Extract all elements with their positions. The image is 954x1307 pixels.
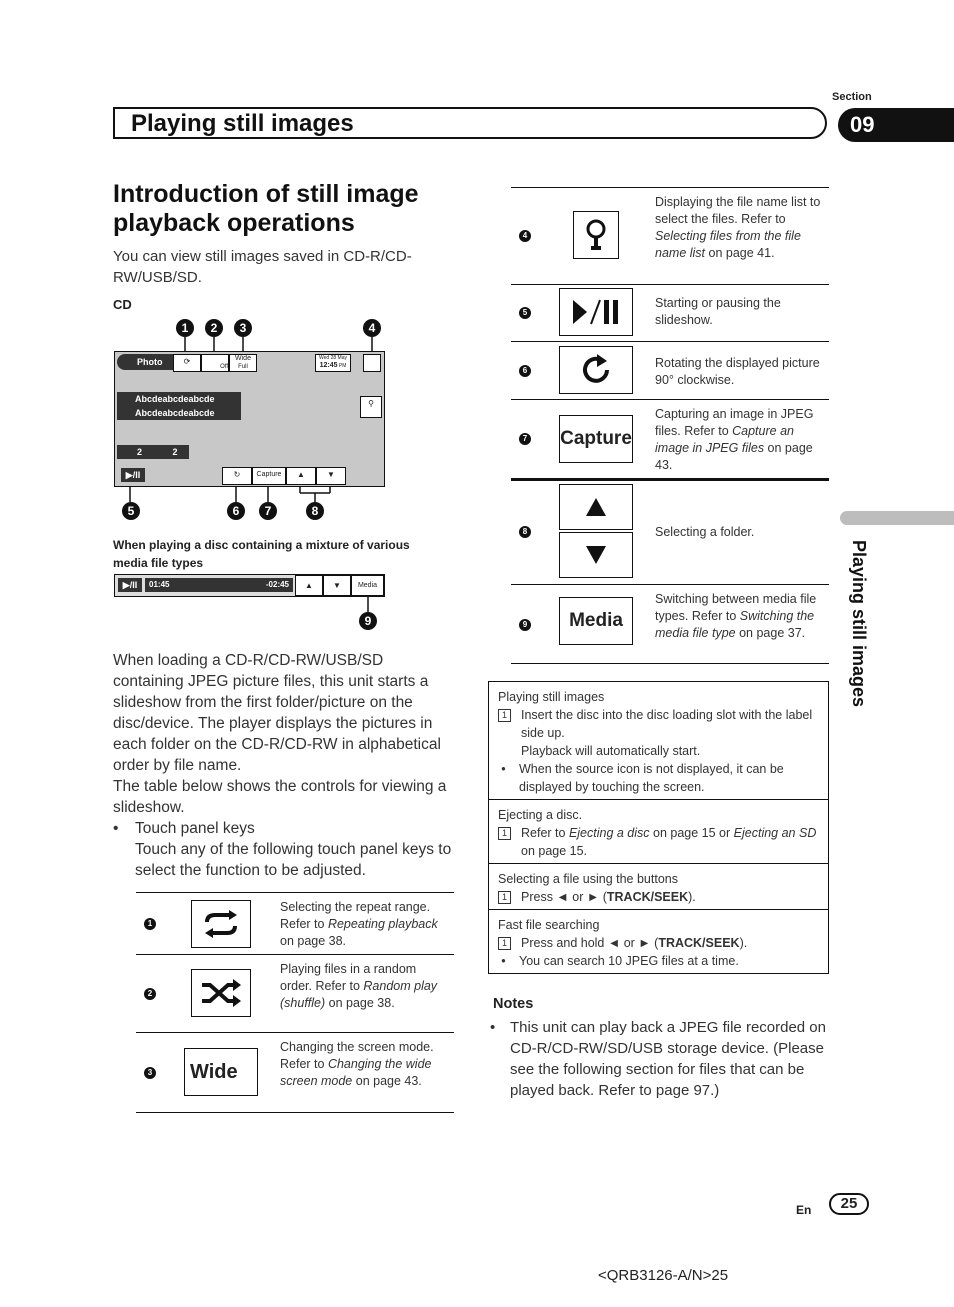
step-marker: 1	[498, 827, 511, 840]
page-header-title: Playing still images	[131, 110, 354, 137]
repeat-icon	[191, 900, 251, 948]
row-description	[655, 194, 825, 262]
step-prefix: Press and hold ◄ or ► (	[521, 936, 659, 950]
body-paragraph-1: When loading a CD-R/CD-RW/USB/SD containing JPEG picture files, this unit starts a slideshow from the first folder/picture on the disc/device. The player displays the pictures in each folder on the CD-R/CD-RW in alphabetical order by file name.	[113, 652, 441, 774]
folder-count: 2	[137, 447, 143, 457]
folder-down-icon	[559, 532, 633, 578]
callout-5: 5	[122, 502, 140, 520]
file-list-panel	[117, 392, 241, 420]
box-ejecting-disc	[488, 799, 829, 864]
row-number: 6	[519, 365, 531, 377]
box-title: Selecting a file using the buttons	[498, 872, 678, 886]
side-tab-label: Playing still images	[849, 540, 869, 708]
row-description	[280, 899, 450, 950]
ref-link: Ejecting an SD	[733, 826, 817, 840]
callout-8: 8	[306, 502, 324, 520]
ref-link: Selecting files from the file name list	[655, 229, 801, 260]
notes-title: Notes	[493, 996, 534, 1012]
step-marker: 1	[498, 891, 511, 904]
cd-label: CD	[113, 297, 132, 312]
box-title: Playing still images	[498, 690, 605, 704]
table-row	[511, 188, 829, 285]
callout-9: 9	[359, 612, 377, 630]
table-row	[511, 585, 829, 664]
ref-suffix: on page 41.	[705, 246, 775, 260]
bullet-text: Touch any of the following touch panel keys to select the function to be adjusted.	[135, 841, 452, 879]
body-paragraph-2: The table below shows the controls for viewing a slideshow.	[113, 778, 447, 816]
ref-prefix: Refer to	[280, 917, 328, 931]
row-number: 5	[519, 307, 531, 319]
table-row	[511, 285, 829, 342]
ref-suffix: on page 38.	[325, 996, 395, 1010]
row-description	[655, 406, 825, 474]
wide-button[interactable]	[229, 354, 257, 372]
folder-up-icon	[559, 484, 633, 530]
step-marker: 1	[498, 709, 511, 722]
box-fast-file-searching: Fast file searching 1 Press and hold ◄ or ► (TRACK/SEEK). • You can search 10 JPEG files at a time.	[488, 909, 829, 974]
up-button-2[interactable]: ▲	[295, 575, 323, 596]
desc-text: Selecting the repeat range.	[280, 900, 431, 914]
shuffle-off-button[interactable]: Off	[201, 354, 229, 372]
desc-text: Changing the screen mode.	[280, 1040, 434, 1054]
button-name: TRACK/SEEK	[606, 890, 689, 904]
ref-prefix: Refer to	[741, 212, 786, 226]
table-row	[511, 400, 829, 479]
table-row	[511, 342, 829, 400]
ref-prefix: Refer to	[521, 826, 569, 840]
ref-link: Changing the wide screen mode	[280, 1057, 432, 1088]
desc-text: Capturing an image in JPEG files.	[655, 407, 814, 438]
desc-text: Switching between media file types.	[655, 592, 817, 623]
bullet-note: You can search 10 JPEG files at a time.	[519, 954, 739, 968]
callout-1: 1	[176, 319, 194, 337]
play-pause-icon	[559, 288, 633, 336]
ref-suffix: on page 15.	[521, 844, 588, 858]
folder-up-button[interactable]: ▲	[286, 467, 316, 485]
cd-screen-illustration	[114, 351, 385, 487]
media-icon: Media	[559, 597, 633, 645]
row-number: 8	[519, 526, 531, 538]
ref-suffix: on page 37.	[735, 626, 806, 640]
ref-prefix: Refer to	[684, 424, 733, 438]
ref-link: Random play (shuffle)	[280, 979, 438, 1010]
notes-item: This unit can play back a JPEG file recorded on CD-R/CD-RW/SD/USB storage device. (Please see the following section for files that can be played back. Refer to page 97.)	[510, 1019, 826, 1099]
step-result: Playback will automatically start.	[521, 744, 701, 758]
play-pause-button[interactable]: ▶/II	[121, 468, 145, 482]
wide-icon: Wide	[184, 1048, 258, 1096]
shuffle-icon	[191, 969, 251, 1017]
capture-button[interactable]: Capture	[252, 467, 286, 485]
date-text: Wed 28 May	[319, 355, 347, 361]
bullet-title: Touch panel keys	[135, 820, 255, 837]
desc-text: Playing files in a random order.	[280, 962, 417, 993]
callout-7: 7	[259, 502, 277, 520]
step-suffix: ).	[739, 936, 748, 950]
repeat-button[interactable]: ⟳	[173, 354, 201, 372]
table-row	[136, 955, 454, 1033]
row-description: Rotating the displayed picture 90° clockwise.	[655, 356, 820, 387]
ref-link: Repeating playback	[327, 917, 438, 931]
file-count: 2	[172, 447, 178, 457]
ref-link: Ejecting a disc	[568, 826, 650, 840]
row-description	[280, 961, 450, 1012]
page-number: 25	[829, 1193, 869, 1215]
row-number: 2	[144, 988, 156, 1000]
notes-list: • This unit can play back a JPEG file recorded on CD-R/CD-RW/SD/USB storage device. (Please see the following section for files that can be played back. Refer to page 97.)	[490, 1017, 830, 1101]
ref-suffix: on page 43.	[655, 441, 813, 472]
box-title: Ejecting a disc.	[498, 808, 583, 822]
row-number: 7	[519, 433, 531, 445]
row-description: Starting or pausing the slideshow.	[655, 296, 781, 327]
rotate-icon	[559, 346, 633, 394]
callout-3: 3	[234, 319, 252, 337]
document-code: <QRB3126-A/N>25	[598, 1267, 729, 1284]
source-photo-label: Photo	[117, 354, 173, 370]
progress-bar[interactable]	[145, 578, 293, 592]
media-button[interactable]: Media	[351, 575, 384, 596]
desc-text: Displaying the file name list to select the files.	[655, 195, 821, 226]
capture-icon: Capture	[559, 415, 633, 463]
language-label: En	[796, 1203, 812, 1217]
section-label: Section	[832, 91, 872, 103]
count-panel	[117, 445, 189, 459]
time-text: 12:45	[319, 362, 338, 369]
full-label: Full	[238, 364, 248, 370]
search-list-button[interactable]: ⚲	[360, 396, 382, 418]
down-button-2[interactable]: ▼	[323, 575, 351, 596]
step-prefix: Press ◄ or ► (	[521, 890, 607, 904]
ref-link: Switching the media file type	[655, 609, 815, 640]
callout-6: 6	[227, 502, 245, 520]
button-name: TRACK/SEEK	[658, 936, 740, 950]
row-number: 4	[519, 230, 531, 242]
step-text: Insert the disc into the disc loading slot with the label side up.	[521, 708, 813, 740]
row-description: Selecting a folder.	[655, 525, 755, 539]
body-text: When loading a CD-R/CD-RW/USB/SD containing JPEG picture files, this unit starts a slideshow from the first folder/picture on the disc/device. The player displays the pictures in each folder on the CD-R/CD-RW in alphabetical order by file name. The table below shows the controls for viewing a slideshow. • Touch panel keys Touch any of the following touch panel keys to select the function to be adjusted.	[113, 650, 458, 881]
box-playing-still-images: Playing still images 1 Insert the disc into the disc loading slot with the label side up. Playback will automatically start. • When the source icon is not displayed, it can be displayed by touching the screen.	[488, 681, 829, 800]
step-suffix: ).	[688, 890, 696, 904]
search-icon	[573, 211, 619, 259]
step-marker: 1	[498, 937, 511, 950]
wide-label: Wide	[235, 355, 251, 362]
ref-prefix: Refer to	[280, 1057, 328, 1071]
bullet-note: When the source icon is not displayed, it can be displayed by touching the screen.	[519, 762, 784, 794]
mixed-media-caption: When playing a disc containing a mixture of various media file types	[113, 538, 410, 570]
play-pause-button-2[interactable]: ▶/II	[118, 578, 142, 592]
row-description	[280, 1039, 450, 1090]
ref-suffix: on page 43.	[352, 1074, 422, 1088]
date-display	[315, 354, 351, 372]
ref-prefix: Refer to	[691, 609, 740, 623]
row-number: 3	[144, 1067, 156, 1079]
pm-text: PM	[338, 363, 347, 369]
box-title: Fast file searching	[498, 918, 600, 932]
side-tab-marker	[840, 511, 954, 525]
ref-mid: on page 15 or	[649, 826, 734, 840]
page-title: Introduction of still image playback operations	[113, 180, 419, 237]
row-number: 1	[144, 918, 156, 930]
section-number-badge: 09	[838, 108, 954, 142]
folder-name: Abcdeabcdeabcde	[135, 394, 215, 404]
time-remaining: -02:45	[265, 580, 289, 589]
ref-suffix: on page 38.	[280, 934, 347, 948]
table-row	[511, 481, 829, 585]
intro-text: You can view still images saved in CD-R/CD-RW/USB/SD.	[113, 248, 412, 286]
row-description	[655, 591, 825, 642]
rotate-button[interactable]: ↻	[222, 467, 252, 485]
box-selecting-file	[488, 863, 829, 910]
ref-link: Capture an image in JPEG files	[655, 424, 794, 455]
time-elapsed: 01:45	[149, 580, 170, 589]
ref-prefix: Refer to	[315, 979, 364, 993]
mixed-media-bar	[114, 574, 385, 597]
row-number: 9	[519, 619, 531, 631]
folder-down-button[interactable]: ▼	[316, 467, 346, 485]
file-name: Abcdeabcdeabcde	[135, 408, 215, 418]
callout-4: 4	[363, 319, 381, 337]
callout-2: 2	[205, 319, 223, 337]
screen-top-right-button[interactable]	[363, 354, 381, 372]
table-row	[136, 1033, 454, 1113]
table-row	[136, 893, 454, 955]
